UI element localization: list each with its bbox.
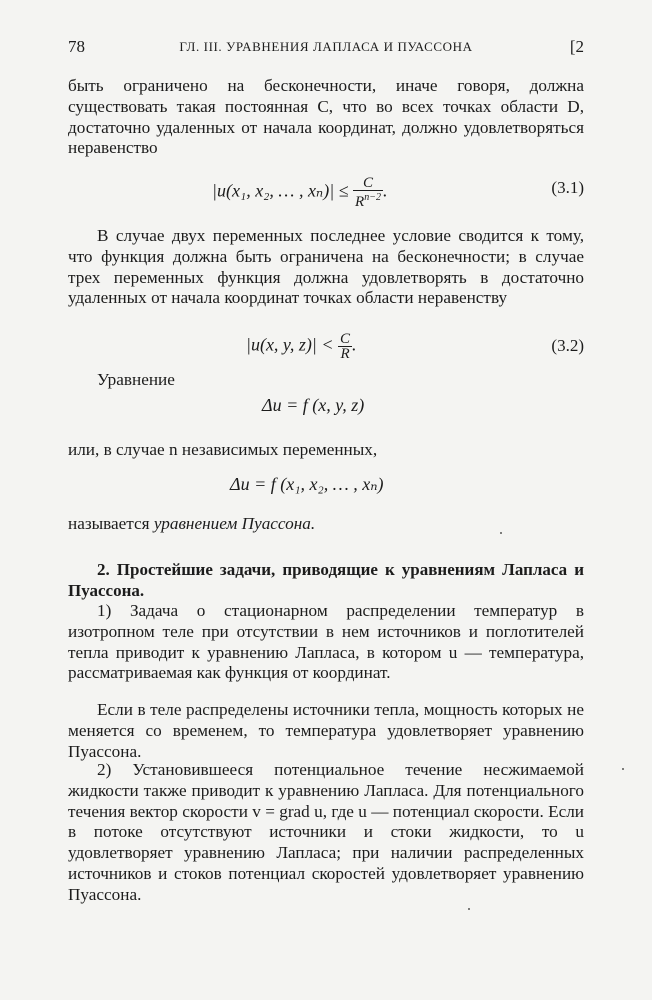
fraction-numerator: C [340,331,351,347]
equation-3-2-lhs: |u(x, y, z)| < [246,334,334,355]
term-poisson-equation: уравнением Пуассона. [153,514,316,533]
running-title: ГЛ. III. УРАВНЕНИЯ ЛАПЛАСА И ПУАССОНА [179,39,473,54]
paragraph-heat-sources: Если в теле распределены источники тепла, мощность которых не меняется со временем, то температура удовлетворяет уравнению Пуассона. [68,700,584,761]
paragraph-called-poisson [68,514,584,535]
fraction-numerator: C [353,176,383,191]
equation-3-2-period: . [352,334,357,355]
print-speck [468,908,470,910]
equation-poisson-3d: Δu = f (x, y, z) [262,395,365,415]
equation-3-1 [212,176,387,209]
denominator-exponent: n−2 [364,192,381,203]
print-speck [500,532,502,534]
equation-3-1-period: . [382,180,388,201]
page-number: 78 [68,37,85,56]
word-equation: Уравнение [97,370,175,389]
equation-3-2 [246,332,357,361]
equation-poisson-nd: Δu = f (x₁, x₂, … , xₙ) [230,474,384,494]
paragraph-two-three-variables: В случае двух переменных последнее условие сводится к тому, что функция должна быть ограничена на бесконечности; в случае трех переменных функция должна удовлетворять в достаточно удаленных от начала координат точках области неравенству [68,226,584,308]
equation-3-1-lhs: |u(x₁, x₂, … , xₙ)| ≤ [212,180,349,201]
fraction-denominator [353,191,383,209]
paragraph-fluid-flow: 2) Установившееся потенциальное течение несжимаемой жидкости также приводит к уравнению Лапласа. Для потенциального течения вектор скорости v = grad u, где u — потенциал скорости. Если в потоке отсутствуют источники и стоки жидкости, то u удовлетворяет уравнению Лапласа; при наличии распределенных источников и стоков потенциал скоростей удовлетворяет уравнению Пуассона. [68,760,584,904]
equation-label-3-1: (3.1) [551,178,584,197]
denominator-base: R [355,194,365,210]
section-heading: 2. Простейшие задачи, приводящие к уравнениям Лапласа и Пуассона. [68,560,584,600]
equation-3-2-fraction [338,332,352,361]
fraction-denominator: R [340,346,350,362]
called-prefix: называется [68,514,154,533]
equation-label-3-2: (3.2) [551,336,584,355]
paragraph-heat-problem: 1) Задача о стационарном распределении температур в изотропном теле при отсутствии в нем источников и поглотителей тепла приводит к уравнению Лапласа, в котором u — температура, рассматриваемая как функция от координат. [68,601,584,683]
paragraph-n-variables: или, в случае n независимых переменных, [68,440,378,459]
section-mark: [2 [569,37,584,56]
print-speck [622,768,624,770]
running-header [68,37,584,59]
paragraph-boundedness: быть ограничено на бесконечности, иначе говоря, должна существовать такая постоянная C, что во всех точках области D, достаточно удаленных от начала координат, должно удовлетворяться неравенство [68,76,584,158]
equation-3-1-fraction [353,176,383,209]
